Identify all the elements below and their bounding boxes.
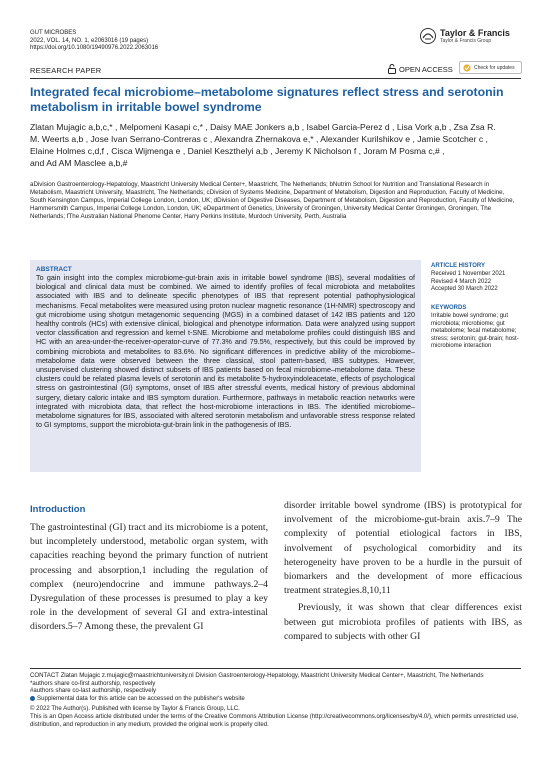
co-last-note: #authors share co-last authorship, respectively — [30, 687, 157, 695]
intro-right-paragraph-2: Previously, it was shown that clear differences exist between gut microbiota profiles of patients with IBS, as compared to subjects with other GI — [284, 602, 522, 642]
contact-line: CONTACT Zlatan Mujagic z.mujagic@maastrichtuniversity.nl Division Gastroenterology-Hepatology, Maastricht University Medical Center+, Maastricht, The Netherlands — [30, 672, 484, 679]
abstract-heading: ABSTRACT — [36, 266, 72, 273]
open-lock-icon — [388, 64, 396, 74]
title-line-1: Integrated fecal microbiome–metabolome signatures reflect stress and serotonin — [30, 85, 504, 99]
journal-volume: 2022, VOL. 14, NO. 1, e2063016 (19 pages) — [30, 37, 149, 44]
affiliations: aDivision Gastroenterology-Hepatology, Maastricht University Medical Center+, Maastricht, The Netherlands; bNutrim School for Nutrition and Translational Research in Metabolism, Maastricht University, Maastricht, The Netherlands; cDivision of Systems Medicine, Department of Metabolism, Digestion and Reproduction, Faculty of Medicine, South Kensington Campus, Imperial College London, London, UK; dDivision of Digestive Diseases, Department of Metabolism, Digestion and Reproduction, Faculty of Medicine, Hammersmith Campus, Imperial College London, London, UK; eDepartment of Genetics, University of Groningen, University Medical Center Groningen, Groningen, The Netherlands; fThe Australian National Phenome Center, Harry Perkins Institute, Murdoch University, Perth, Australia — [30, 181, 515, 221]
introduction-heading: Introduction — [30, 504, 86, 515]
copyright-line: © 2022 The Author(s). Published with license by Taylor & Francis Group, LLC. — [30, 705, 240, 713]
title-line-2: metabolism in irritable bowel syndrome — [30, 100, 262, 114]
intro-right-paragraph-1: disorder irritable bowel syndrome (IBS) is prototypical for involvement of the microbiome-gut-brain axis.7–9 The complexity of potential etiological factors in IBS, involvement of psychological comorbidity and its heterogeneity have proven to be a hurdle in the pursuit of biomarkers and the development of more efficacious treatment strategies.8,10,11 — [284, 500, 522, 597]
accepted-date: Accepted 30 March 2022 — [431, 286, 498, 293]
keywords-text: Irritable bowel syndrome; gut microbiota; microbiome; gut metabolome; fecal metabolome; stress; serotonin; gut-brain; host-microbiome interaction — [431, 313, 519, 350]
author-line-3: Elaine Holmes c,d,f , Cisca Wijmenga e , Daniel Keszthelyi a,b , Jeremy K Nicholson f , Joram M Posma c,# , — [30, 146, 445, 157]
publisher-name: Taylor & Francis — [440, 27, 510, 38]
supplemental-text[interactable]: Supplemental data for this article can be accessed on the publisher's website — [37, 694, 245, 702]
taylor-francis-icon — [420, 28, 436, 44]
co-first-note: *authors share co-first authorship, respectively — [30, 679, 156, 687]
open-access-badge — [388, 64, 453, 74]
intro-right-column — [284, 499, 522, 644]
abstract-text: To gain insight into the complex microbiome-gut-brain axis in irritable bowel syndrome (IBS), several modalities of biological and clinical data must be combined. We aimed to identify profiles of fecal microbiota and metabolites associated with IBS and to delineate specific phenotypes of IBS that represent potential pathophysiological mechanisms. Fecal metabolites were measured using proton nuclear magnetic resonance (1H-NMR) spectroscopy and gut microbiome using shotgun metagenomic sequencing (MGS) in a combined dataset of 142 IBS patients and 120 healthy controls (HCs) with extensive clinical, biological and phenotype information. Data were analyzed using support vector classification and regression and kernel t-SNE. Microbiome and metabolome profiles could distinguish IBS and HC with an area-under-the-receiver-operator-curve of 77.3% and 79.5%, respectively, but this could be improved by combining microbiota and metabolites to 83.6%. No significant differences in predictive ability of the microbiome–metabolome data were observed between the three classical, stool pattern-based, IBS subtypes. However, unsupervised clustering showed distinct subsets of IBS patients based on fecal microbiome–metabolome data. These clusters could be related plasma levels of serotonin and its metabolite 5-hydroxyindoleacetate, effects of psychological stress on gastrointestinal (GI) symptoms, onset of IBS after stressful events, medical history of previous abdominal surgery, dietary caloric intake and IBS symptom duration. Furthermore, pathways in metabolic reaction networks were integrated with microbiota data, that reflect the host-microbiome interactions in IBS. The identified microbiome–metabolome signatures for IBS, associated with altered serotonin metabolism and unfavorable stress response related to GI symptoms, support the microbiota-gut-brain link in the pathogenesis of IBS. — [36, 274, 415, 430]
author-line-4: and Ad AM Masclee a,b,# — [30, 158, 128, 169]
article-history-heading: ARTICLE HISTORY — [431, 263, 486, 269]
journal-doi[interactable]: https://doi.org/10.1080/19490976.2022.2063016 — [30, 45, 159, 51]
author-line-1: Zlatan Mujagic a,b,c,* , Melpomeni Kasapi c,* , Daisy MAE Jonkers a,b , Isabel Garcia-Perez d , Lisa Vork a,b , Zsa Zsa R. — [30, 122, 496, 132]
license-text: This is an Open Access article distributed under the terms of the Creative Commons Attribution License (http://creativecommons.org/licenses/by/4.0/), which permits unrestricted use, distribution, and reproduction in any medium, provided the original work is properly cited. — [30, 712, 519, 728]
footer-rule — [30, 668, 521, 669]
publisher-logo — [420, 28, 510, 44]
footer — [30, 672, 521, 728]
crossmark-icon — [463, 64, 471, 72]
revised-date: Revised 4 March 2022 — [431, 278, 492, 285]
publisher-group: Taylor & Francis Group — [440, 37, 492, 44]
paper-type: RESEARCH PAPER — [30, 66, 102, 75]
article-history — [431, 271, 526, 294]
received-date: Received 1 November 2021 — [431, 271, 506, 277]
journal-header — [30, 30, 158, 53]
supplemental-line — [30, 695, 521, 703]
keywords-heading: KEYWORDS — [431, 305, 467, 311]
header-rule — [30, 78, 521, 79]
check-for-updates-button[interactable] — [459, 61, 522, 74]
intro-left-column: The gastrointestinal (GI) tract and its microbiome is a potent, but incompletely understood, metabolic organ system, with capacities reaching beyond the primary function of nutrient processing and absorption,1 including the regulation of complex (neuro)endocrine and immune pathways.2–4 Dysregulation of these processes is presumed to play a key role in the development of several GI and extra-intestinal disorders.5–7 Among these, the prevalent GI — [30, 522, 268, 633]
open-access-label: OPEN ACCESS — [399, 64, 453, 74]
journal-name: GUT MICROBES — [30, 30, 77, 36]
supplemental-icon — [30, 696, 35, 701]
check-updates-label: Check for updates — [474, 64, 515, 71]
author-list — [30, 121, 521, 169]
author-line-2: M. Weerts a,b , Jose Ivan Serrano-Contreras c , Alexandra Zhernakova e,* , Alexander Kurilshikov e , Jamie Scotcher c , — [30, 134, 488, 145]
article-title — [30, 85, 521, 115]
